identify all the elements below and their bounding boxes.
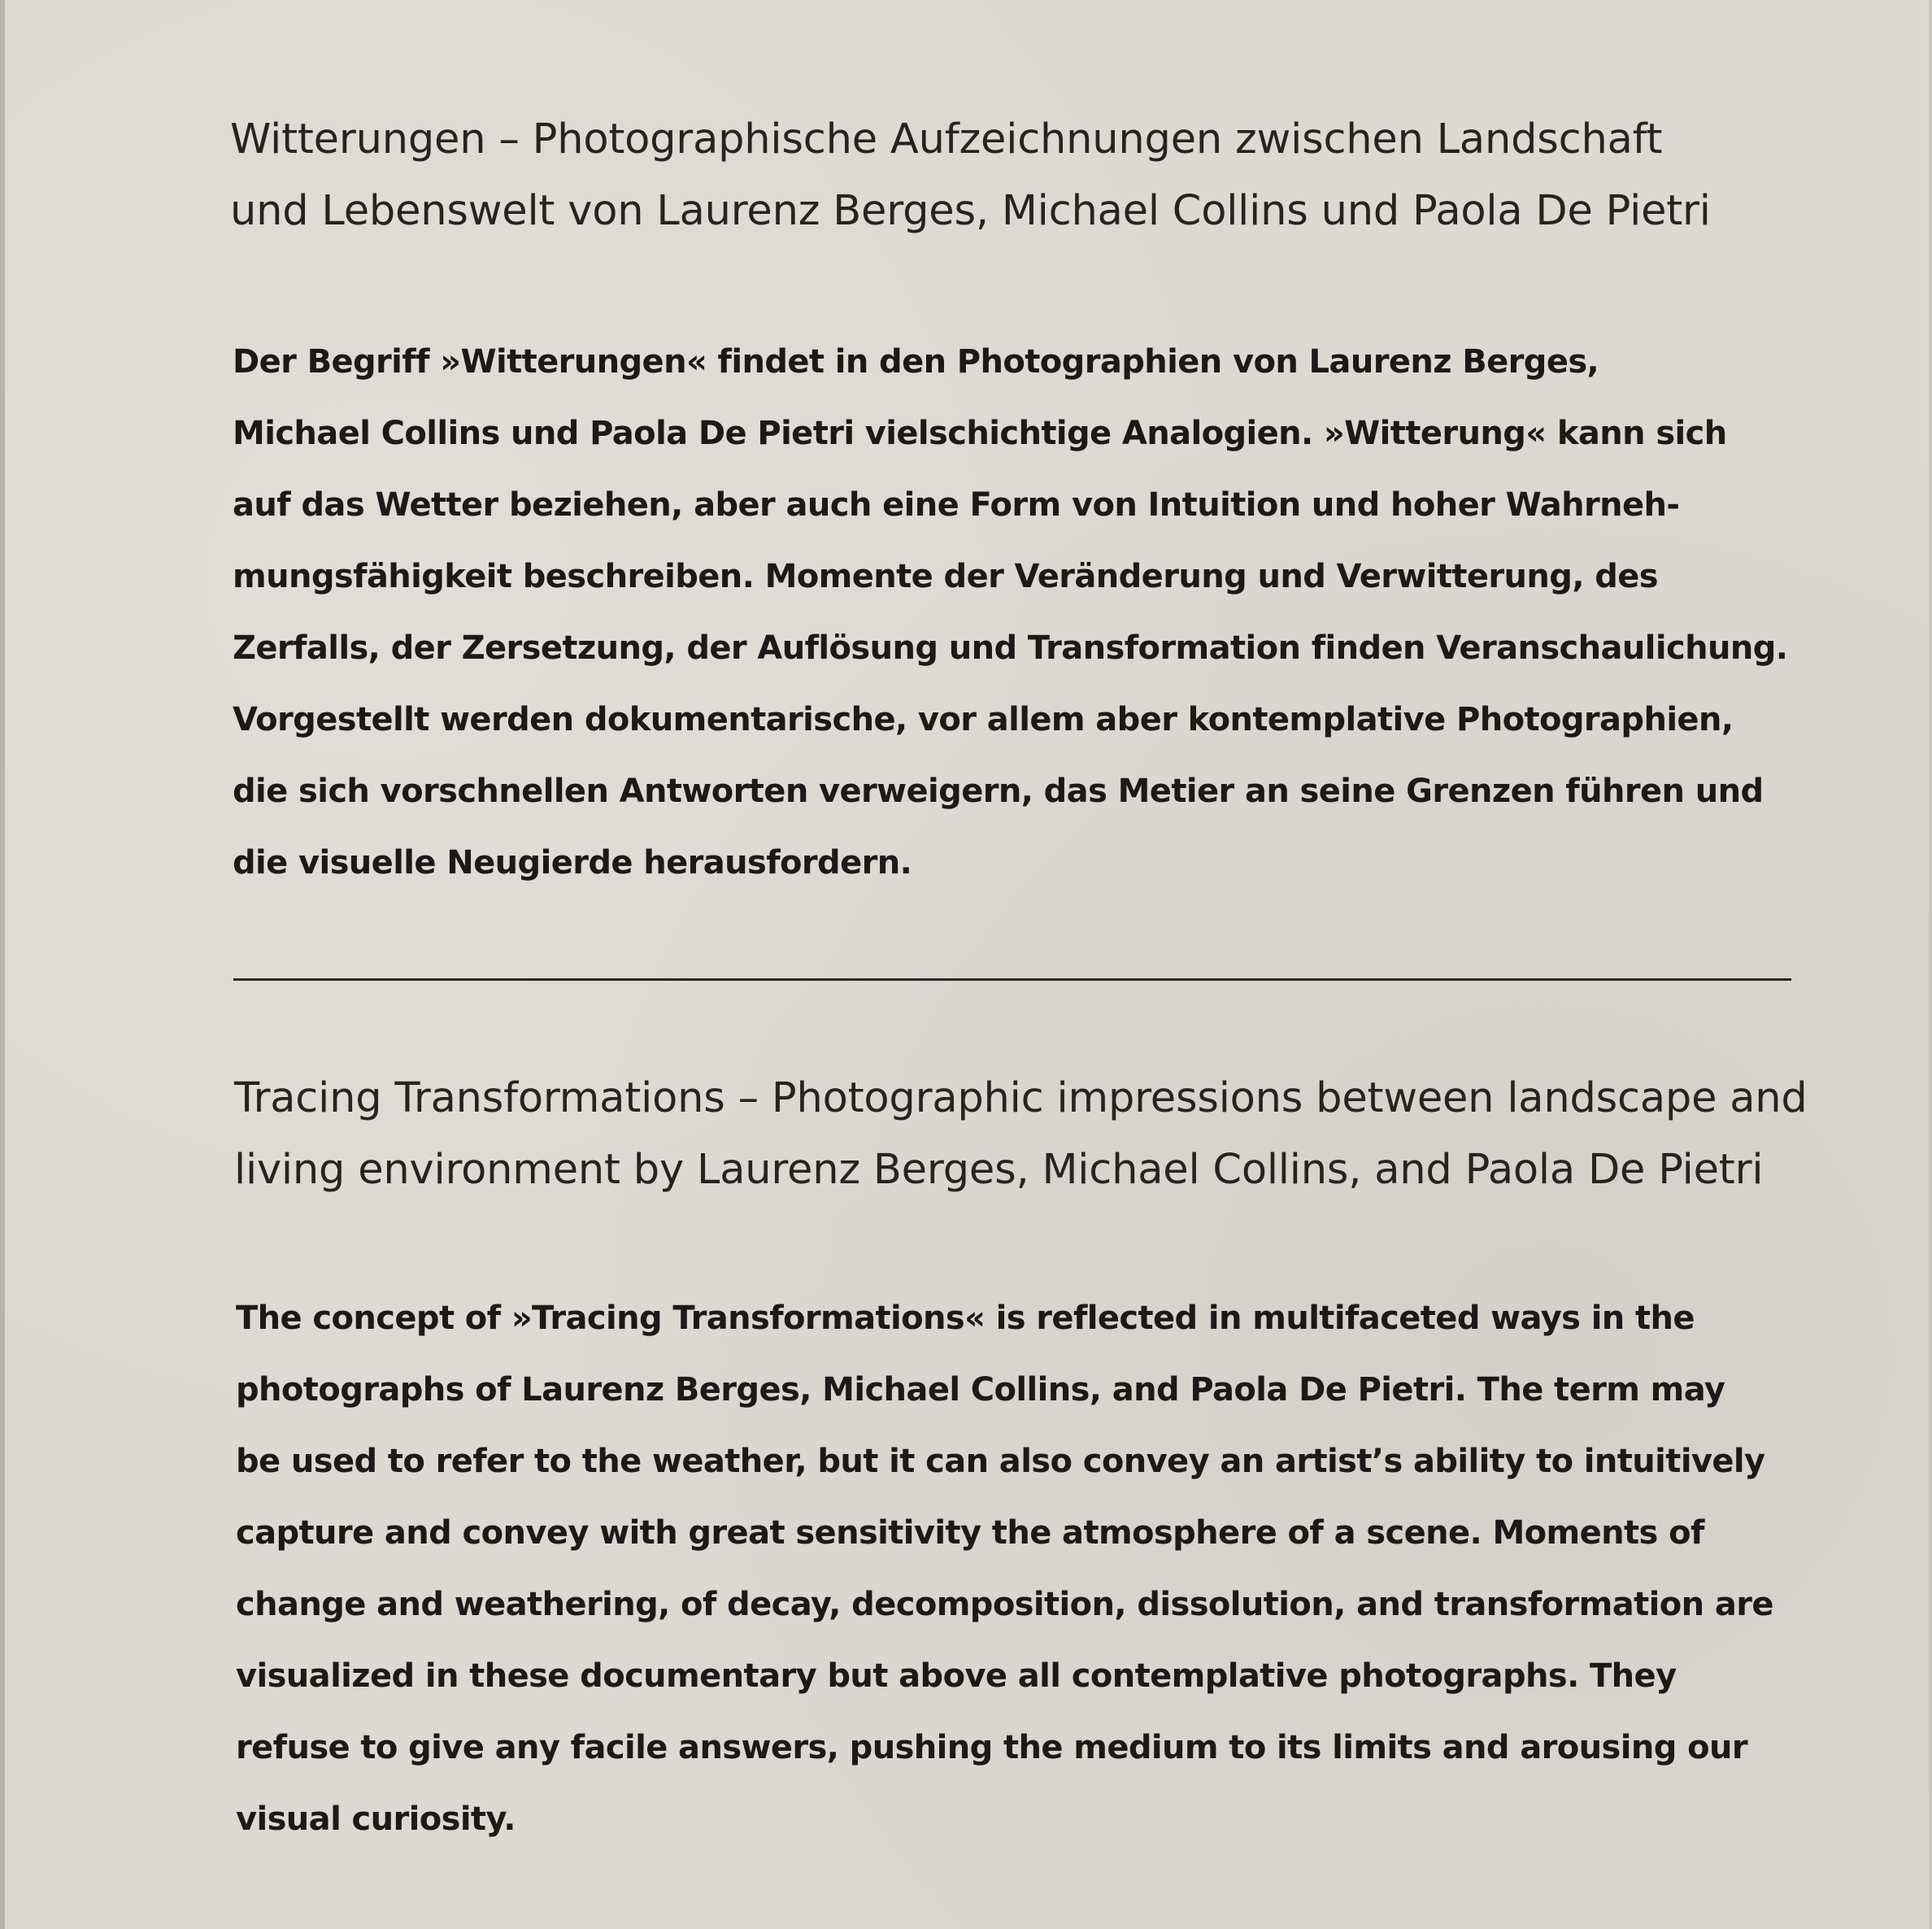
- english-title-line: Tracing Transformations – Photographic impressions between landscape and: [234, 1074, 1808, 1122]
- english-body-line: refuse to give any facile answers, pushing the medium to its limits and arousing our: [236, 1729, 1747, 1766]
- german-body-line: die visuelle Neugierde herausfordern.: [233, 844, 912, 882]
- german-body-line: Der Begriff »Witterungen« findet in den Photographien von Laurenz Berges,: [233, 343, 1599, 381]
- english-body: [236, 1282, 1773, 1855]
- german-body-line: Michael Collins und Paola De Pietri vielschichtige Analogien. »Witterung« kann sich: [233, 415, 1727, 452]
- german-title-line: und Lebenswelt von Laurenz Berges, Michael Collins und Paola De Pietri: [230, 187, 1711, 235]
- english-body-line: photographs of Laurenz Berges, Michael Collins, and Paola De Pietri. The term may: [236, 1371, 1725, 1409]
- german-body-line: Vorgestellt werden dokumentarische, vor allem aber kontemplative Photographien,: [233, 701, 1734, 738]
- german-title-line: Witterungen – Photographische Aufzeichnungen zwischen Landschaft: [230, 115, 1663, 163]
- english-body-line: visual curiosity.: [236, 1801, 516, 1838]
- german-body-line: die sich vorschnellen Antworten verweigern, das Metier an seine Grenzen führen und: [233, 773, 1764, 810]
- english-title-line: living environment by Laurenz Berges, Michael Collins, and Paola De Pietri: [234, 1146, 1764, 1194]
- english-body-line: be used to refer to the weather, but it can also convey an artist’s ability to intuitively: [236, 1443, 1765, 1480]
- german-body-line: auf das Wetter beziehen, aber auch eine Form von Intuition und hoher Wahrneh-: [233, 486, 1680, 524]
- german-body: [233, 326, 1787, 899]
- german-title: [230, 104, 1711, 247]
- german-body-line: mungsfähigkeit beschreiben. Momente der Veränderung und Verwitterung, des: [233, 558, 1659, 595]
- paper-left-edge: [0, 0, 5, 1929]
- english-body-line: capture and convey with great sensitivity the atmosphere of a scene. Moments of: [236, 1514, 1704, 1552]
- section-divider: [233, 978, 1791, 981]
- english-body-line: visualized in these documentary but above all contemplative photographs. They: [236, 1657, 1677, 1695]
- english-body-line: change and weathering, of decay, decomposition, dissolution, and transformation are: [236, 1586, 1773, 1623]
- english-body-line: The concept of »Tracing Transformations« is reflected in multifaceted ways in the: [236, 1300, 1695, 1337]
- german-body-line: Zerfalls, der Zersetzung, der Auflösung und Transformation finden Veranschaulichung.: [233, 629, 1788, 667]
- paper-right-edge: [1929, 0, 1932, 1929]
- english-title: [234, 1063, 1808, 1206]
